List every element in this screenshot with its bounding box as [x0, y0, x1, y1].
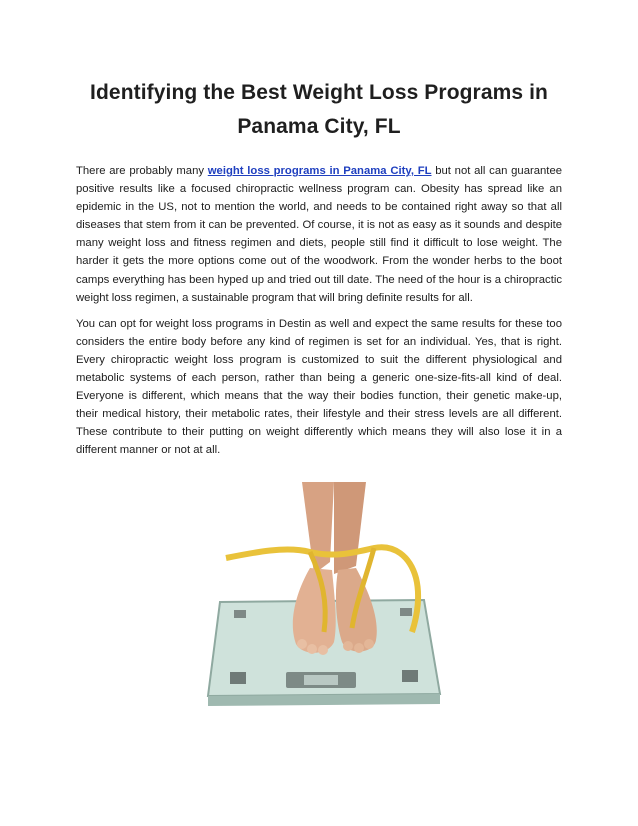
right-toe-1: [343, 641, 353, 651]
scale-display-screen: [304, 675, 338, 685]
scale-foot-front-left: [230, 672, 246, 684]
title-line-1: Identifying the Best Weight Loss Programs in: [90, 81, 548, 104]
left-toe-2: [307, 644, 317, 654]
scale-glass-edge: [208, 694, 440, 706]
weight-loss-programs-link[interactable]: weight loss programs in Panama City, FL: [207, 165, 432, 177]
left-leg: [302, 482, 334, 574]
paragraph-1-body: but not all can guarantee positive results like a focused chiropractic wellness program can. Obesity has spread like an epidemic in the US, not to mention the world, and needs to be contained right away so that all diseases that stem from it can be prevented. Of course, it is not as easy as it sounds and despite many weight loss and fitness regimen and diets, people still find it difficult to lose weight. The harder it gets the more options come out of the woodwork. From the wonder herbs to the boot camps everything has been hyped up and tried out till date. The need of the hour is a chiropractic weight loss regimen, a sustainable program that will bring definite results for all.: [76, 165, 563, 304]
paragraph-1: [76, 162, 562, 307]
right-toe-2: [354, 643, 364, 653]
scale-foot-back-right: [400, 608, 412, 616]
paragraph-1-intro: There are probably many: [76, 165, 208, 177]
scale-illustration: [206, 482, 444, 710]
page-title: [76, 76, 562, 144]
right-toe-3: [364, 639, 374, 649]
scale-photo: [206, 482, 444, 710]
paragraph-2: You can opt for weight loss programs in Destin as well and expect the same results for these too considers the entire body before any kind of regimen is set for an individual. Yes, that is right. Every chiropractic weight loss program is customized to suit the different physiological and metabolic systems of each person, rather than being a generic one-size-fits-all kind of deal. Everyone is different, which means that the way their bodies function, their genetic make-up, their medical history, their metabolic rates, their lifestyle and their stress levels are all different. These contribute to their putting on weight differently which means they will also lose it in a different manner or not at all.: [76, 317, 562, 457]
title-line-2: Panama City, FL: [237, 115, 401, 138]
right-leg: [334, 482, 366, 574]
left-toe-1: [297, 639, 307, 649]
scale-foot-back-left: [234, 610, 246, 618]
left-toe-3: [318, 645, 328, 655]
scale-foot-front-right: [402, 670, 418, 682]
